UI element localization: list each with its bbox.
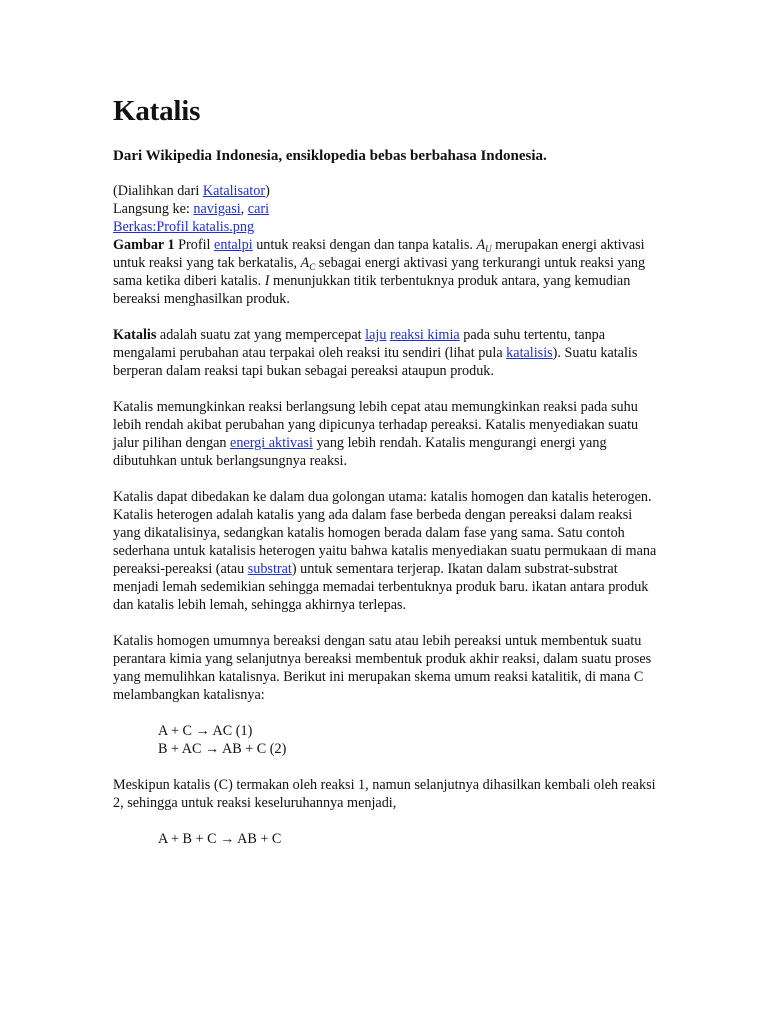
substrat-link[interactable]: substrat bbox=[247, 561, 292, 577]
math-au-sub: U bbox=[485, 244, 492, 254]
equation-overall-block bbox=[158, 830, 658, 848]
paragraph-homogeneous: Katalis homogen umumnya bereaksi dengan satu atau lebih pereaksi untuk membentuk suatu perantara kimia yang selanjutnya bereaksi membentuk produk akhir reaksi, dalam suatu proses yang memulihkan katalisnya. Berikut ini merupakan skema umum reaksi katalitik, di mana C melambangkan katalisnya: bbox=[113, 633, 652, 703]
equation-overall: A + B + C → AB + C bbox=[158, 831, 282, 847]
caption-label: Gambar 1 bbox=[113, 237, 175, 253]
math-au bbox=[476, 237, 491, 253]
paragraph-text: ) untuk sementara terjerap. Ikatan dalam substrat-substrat menjadi lemah sedemikian sehingga memadai terbentuknya produk baru. ikatan antara produk dan katalis lebih lemah, sehingga akhirnya terlepas. bbox=[113, 561, 649, 613]
caption-text: menunjukkan titik terbentuknya produk antara, yang kemudian bereaksi menghasilkan produk. bbox=[113, 273, 631, 307]
entalpi-link[interactable]: entalpi bbox=[214, 237, 253, 253]
paragraph-types bbox=[113, 488, 658, 614]
caption-text: untuk reaksi dengan dan tanpa katalis. bbox=[252, 237, 477, 253]
navigation-link[interactable]: navigasi bbox=[193, 201, 241, 217]
redirect-suffix: ) bbox=[265, 183, 270, 199]
laju-link[interactable]: laju bbox=[365, 327, 387, 343]
jump-separator: , bbox=[240, 201, 248, 217]
paragraph-text: Katalis memungkinkan reaksi berlangsung lebih cepat atau memungkinkan reaksi pada suhu lebih rendah akibat perubahan yang dipicunya terhadap pereaksi. Katalis menyediakan suatu jalur pilihan dengan bbox=[113, 399, 639, 451]
caption-text: sebagai energi aktivasi yang terkurangi untuk reaksi yang sama ketika diberi katalis. bbox=[113, 255, 646, 289]
katalisator-link[interactable]: Katalisator bbox=[202, 183, 266, 199]
paragraph-text: ). Suatu katalis berperan dalam reaksi tapi bukan sebagai pereaksi ataupun produk. bbox=[113, 345, 638, 379]
paragraph-overall: Meskipun katalis (C) termakan oleh reaksi 1, namun selanjutnya dihasilkan kembali oleh reaksi 2, sehingga untuk reaksi keseluruhannya menjadi, bbox=[113, 777, 656, 811]
article-meta bbox=[113, 182, 658, 236]
file-link[interactable]: Berkas:Profil katalis.png bbox=[113, 219, 255, 235]
caption-text: Profil bbox=[174, 237, 215, 253]
math-i: I bbox=[264, 273, 270, 289]
paragraph-text: Katalis dapat dibedakan ke dalam dua golongan utama: katalis homogen dan katalis heterogen. Katalis heterogen adalah katalis yang ada dalam fase berbeda dengan pereaksi dalam reaksi yang dikatalisinya, sedangkan katalis homogen berada dalam fase yang sama. Satu contoh sederhana untuk katalisis heterogen yaitu bahwa katalis menyediakan suatu permukaan di mana pereaksi-pereaksi (atau bbox=[113, 489, 657, 577]
math-ac-main: A bbox=[300, 255, 310, 271]
redirect-note bbox=[113, 182, 658, 200]
paragraph-text: yang lebih rendah. Katalis mengurangi energi yang dibutuhkan untuk berlangsungnya reaksi. bbox=[113, 435, 607, 469]
page-title: Katalis bbox=[113, 95, 201, 127]
term-katalis: Katalis bbox=[113, 327, 157, 343]
equation-block bbox=[158, 722, 658, 758]
math-au-main: A bbox=[476, 237, 486, 253]
paragraph-text: adalah suatu zat yang mempercepat bbox=[156, 327, 366, 343]
math-ac-sub: C bbox=[309, 262, 316, 272]
article bbox=[113, 88, 658, 866]
paragraph-text: pada suhu tertentu, tanpa mengalami perubahan atau terpakai oleh reaksi itu sendiri (lihat pula bbox=[113, 327, 606, 361]
jump-prefix: Langsung ke: bbox=[113, 201, 194, 217]
katalisis-link[interactable]: katalisis bbox=[506, 345, 553, 361]
search-link[interactable]: cari bbox=[247, 201, 270, 217]
paragraph-mechanism bbox=[113, 398, 658, 470]
paragraph-definition bbox=[113, 326, 658, 380]
energi-aktivasi-link[interactable]: energi aktivasi bbox=[230, 435, 313, 451]
file-link-row bbox=[113, 218, 658, 236]
site-subtitle: Dari Wikipedia Indonesia, ensiklopedia bebas berbahasa Indonesia. bbox=[113, 148, 547, 164]
equation-2: B + AC → AB + C (2) bbox=[158, 741, 287, 757]
reaksi-kimia-link[interactable]: reaksi kimia bbox=[389, 327, 460, 343]
caption-text: merupakan energi aktivasi untuk reaksi yang tak berkatalis, bbox=[113, 237, 645, 271]
equation-1: A + C → AC (1) bbox=[158, 723, 253, 739]
math-ac bbox=[301, 255, 316, 271]
jump-links bbox=[113, 200, 658, 218]
redirect-prefix: (Dialihkan dari bbox=[113, 183, 203, 199]
figure-caption bbox=[113, 236, 658, 308]
